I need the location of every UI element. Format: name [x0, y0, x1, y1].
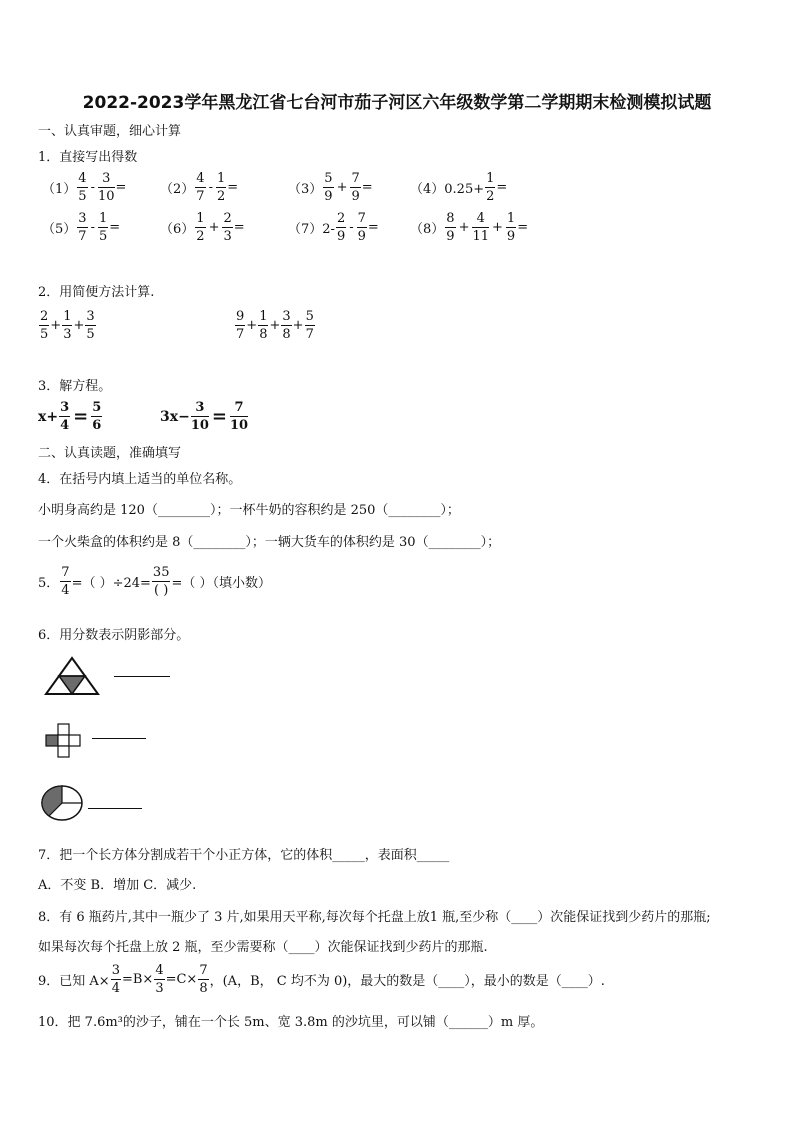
operator: + [246, 318, 258, 333]
question-7-label: 7．把一个长方体分割成若干个小正方体，它的体积_____，表面积_____ [38, 848, 450, 863]
item-number: （4）0.25+ [410, 182, 485, 197]
fraction: $\frac{1}{8}$ [259, 309, 268, 342]
operator: + [492, 220, 503, 235]
fraction: $\frac{5}{6}$ [92, 400, 102, 433]
item-number: （2） [160, 182, 195, 197]
answer-line [114, 676, 170, 677]
fraction: $\frac{7}{4}$ [61, 565, 70, 598]
q9-prefix: 9．已知 A× [38, 974, 110, 989]
operator: + [208, 220, 220, 235]
q9-suffix: ，(A，B， C 均不为 0)，最大的数是（____），最小的数是（____）. [209, 974, 605, 989]
item-number: （1） [42, 182, 77, 197]
fraction: $\frac{3}{4}$ [111, 963, 120, 996]
fraction: $\frac{4}{3}$ [155, 963, 164, 996]
fraction: $\frac{4}{5}$ [78, 171, 87, 204]
q5-middle-text: =（ ）÷24= [71, 576, 151, 591]
q5-end-text: =（ ）（填小数） [171, 576, 271, 591]
answer-line [92, 738, 146, 739]
q9-mid: =B× [121, 972, 154, 987]
fraction: $\frac{2}{9}$ [336, 211, 346, 244]
item-number: （8） [410, 222, 445, 237]
equals: = [367, 220, 379, 235]
item-number: （6） [160, 222, 195, 237]
equals: = [211, 406, 228, 427]
fraction: $\frac{1}{9}$ [506, 211, 516, 244]
operator: + [336, 180, 348, 195]
equals: = [115, 180, 127, 195]
operator: + [292, 318, 304, 333]
fraction: $\frac{3}{5}$ [86, 309, 95, 342]
q9-mid: =C× [165, 972, 198, 987]
q8-line-1: 8．有 6 瓶药片,其中一瓶少了 3 片,如果用天平称,每次每个托盘上放1 瓶,至少称（____）次能保证找到少药片的那瓶; [38, 910, 711, 925]
q7-options: A．不变 B．增加 C．减少. [38, 878, 197, 893]
fraction: $\frac{4}{7}$ [196, 171, 205, 204]
answer-line [88, 808, 142, 809]
operator: - [90, 220, 95, 235]
fraction: $\frac{7}{10}$ [230, 400, 249, 433]
fraction: $\frac{8}{9}$ [446, 211, 455, 244]
equals: = [496, 180, 508, 195]
q4-line-1: 小明身高约是 120（________）；一杯牛奶的容积约是 250（________）； [38, 503, 460, 518]
q1-item-4 [410, 172, 507, 203]
item-number: （7）2- [288, 222, 335, 237]
fraction: $\frac{3}{4}$ [60, 400, 70, 433]
q1-item-3 [288, 172, 373, 203]
q4-line-2: 一个火柴盒的体积约是 8（________）；一辆大货车的体积约是 30（________）； [38, 535, 501, 550]
q2-expression-1 [38, 310, 97, 341]
question-6-label: 6．用分数表示阴影部分。 [38, 628, 190, 643]
item-number: （5） [42, 222, 77, 237]
question-2-label: 2．用简便方法计算. [38, 285, 155, 300]
equals: = [517, 220, 529, 235]
fraction: $\frac{3}{10}$ [97, 171, 115, 204]
q1-item-8 [410, 212, 528, 243]
question-10: 10．把 7.6m³的沙子，铺在一个长 5m、宽 3.8m 的沙坑里，可以铺（______）m 厚。 [38, 1015, 544, 1030]
operator: + [50, 318, 62, 333]
operator: - [349, 220, 354, 235]
item-number: （3） [288, 182, 323, 197]
operator: + [458, 220, 470, 235]
q1-item-6 [160, 212, 245, 243]
page-title: 2022-2023学年黑龙江省七台河市茄子河区六年级数学第二学期期末检测模拟试题 [82, 93, 712, 113]
equals: = [233, 220, 245, 235]
question-5 [38, 566, 271, 597]
fraction: $\frac{4}{11}$ [472, 211, 490, 244]
q1-item-2 [160, 172, 238, 203]
fraction: $\frac{3}{10}$ [190, 400, 209, 433]
q8-line-2: 如果每次每个托盘上放 2 瓶，至少需要称（____）次能保证找到少药片的那瓶. [38, 940, 488, 955]
fraction: $\frac{2}{3}$ [223, 211, 232, 244]
fraction: $\frac{1}{2}$ [196, 211, 205, 244]
fraction: $\frac{7}{9}$ [351, 171, 360, 204]
fraction: $\frac{7}{8}$ [199, 963, 208, 996]
question-1-label: 1．直接写出得数 [38, 150, 138, 165]
fraction: $\frac{5}{9}$ [324, 171, 333, 204]
cross-squares-figure [44, 722, 86, 758]
section-1-heading: 一、认真审题，细心计算 [38, 124, 182, 139]
section-2-heading: 二、认真读题，准确填写 [38, 446, 182, 461]
equals: = [227, 180, 239, 195]
fraction: $\frac{1}{3}$ [63, 309, 72, 342]
operator: + [269, 318, 281, 333]
fraction: $\frac{9}{7}$ [236, 309, 245, 342]
q1-item-5 [42, 212, 120, 243]
item-number: 5． [38, 576, 60, 591]
fraction: $\frac{1}{5}$ [98, 211, 108, 244]
fraction: $\frac{1}{2}$ [486, 171, 495, 204]
question-9 [38, 964, 605, 995]
fraction: $\frac{1}{2}$ [216, 171, 226, 204]
fraction: $\frac{7}{9}$ [357, 211, 366, 244]
question-4-label: 4．在括号内填上适当的单位名称。 [38, 472, 242, 487]
fraction: $\frac{2}{5}$ [40, 309, 49, 342]
q1-item-7 [288, 212, 379, 243]
triangle-figure [44, 656, 100, 696]
equation-lhs: 3x− [160, 408, 190, 425]
q2-expression-2 [234, 310, 316, 341]
equals: = [73, 406, 89, 427]
operator: - [208, 180, 213, 195]
operator: + [73, 318, 85, 333]
pie-figure [40, 784, 84, 822]
equation-lhs: x+ [38, 408, 59, 425]
equals: = [361, 180, 373, 195]
fraction: $\frac{3}{8}$ [282, 309, 291, 342]
equals: = [109, 220, 121, 235]
question-3-label: 3．解方程。 [38, 379, 112, 394]
q1-item-1 [42, 172, 126, 203]
operator: - [90, 180, 95, 195]
fraction: $\frac{3}{7}$ [78, 211, 87, 244]
q3-equation-2 [160, 401, 249, 432]
fraction: $\frac{5}{7}$ [305, 309, 314, 342]
q3-equation-1 [38, 401, 103, 432]
fraction: $\frac{35}{( )}$ [152, 565, 170, 598]
